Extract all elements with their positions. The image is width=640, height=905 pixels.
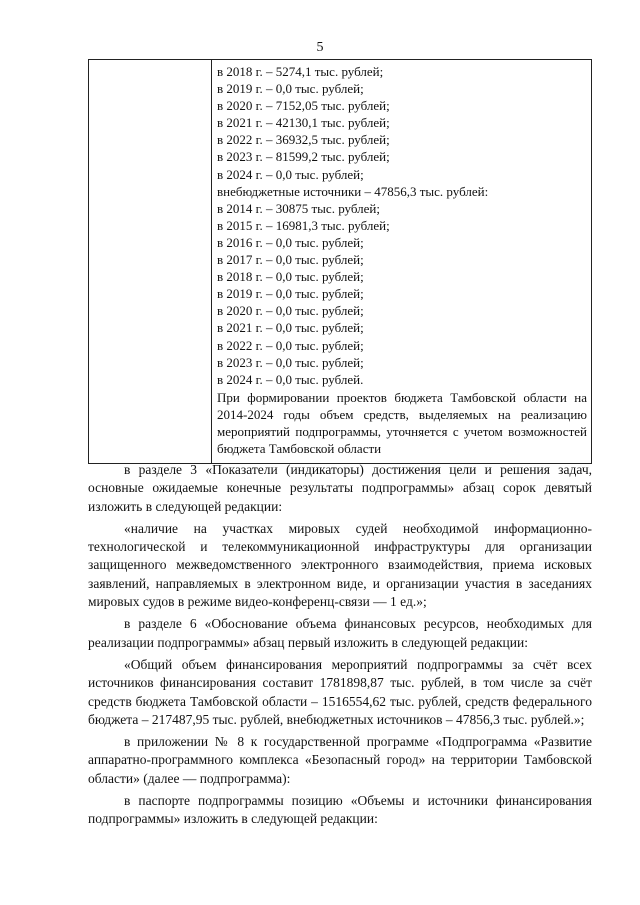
funding-line: в 2018 г. – 5274,1 тыс. рублей; [217,64,384,79]
funding-line: в 2015 г. – 16981,3 тыс. рублей; [217,217,390,233]
table-column-divider [211,60,212,463]
funding-line: в 2022 г. – 0,0 тыс. рублей; [217,337,364,353]
paragraph: в разделе 3 «Показатели (индикаторы) достижения цели и решения задач, основные ожидаемые конечные результаты подпрограммы» абзац сорок девятый изложить в следующей редакции: [88,462,592,514]
paragraph: в разделе 6 «Обоснование объема финансовых ресурсов, необходимых для реализации подпрограммы» абзац первый изложить в следующей редакции: [88,616,592,650]
document-body [88,461,592,829]
funding-line: в 2019 г. – 0,0 тыс. рублей; [217,81,364,97]
funding-line: в 2021 г. – 0,0 тыс. рублей; [217,320,364,336]
table-right-cell [217,63,587,457]
funding-line: внебюджетные источники – 47856,3 тыс. рублей: [217,183,489,199]
funding-line: в 2019 г. – 0,0 тыс. рублей; [217,286,364,302]
paragraph: в приложении № 8 к государственной программе «Подпрограмма «Развитие аппаратно-программного комплекса «Безопасный город» на территории Тамбовской области» (далее — подпрограмма): [88,734,592,786]
passport-table [88,59,592,464]
funding-note: При формировании проектов бюджета Тамбовской области на 2014-2024 годы объем средств, выделяемых на реализацию мероприятий подпрограммы, уточняется с учетом возможностей бюджета Тамбовской области [217,389,587,457]
funding-line: в 2017 г. – 0,0 тыс. рублей; [217,252,364,268]
funding-line: в 2020 г. – 0,0 тыс. рублей; [217,303,364,319]
funding-line: в 2014 г. – 30875 тыс. рублей; [217,200,380,216]
page-number: 5 [316,40,324,55]
funding-line: в 2023 г. – 0,0 тыс. рублей; [217,354,364,370]
funding-line: в 2024 г. – 0,0 тыс. рублей. [217,371,364,387]
funding-line: в 2023 г. – 81599,2 тыс. рублей; [217,149,390,165]
funding-line: в 2018 г. – 0,0 тыс. рублей; [217,269,364,285]
paragraph: в паспорте подпрограммы позицию «Объемы и источники финансирования подпрограммы» изложить в следующей редакции: [88,793,592,827]
paragraph: «наличие на участках мировых судей необходимой информационно-технологической и телекоммуникационной инфраструктуры для организации защищенного межведомственного электронного взаимодействия, приема исковых заявлений, направляемых в электронном виде, и организации участия в заседаниях мировых судов в режиме видео-конференц-связи — 1 ед.»; [88,520,592,610]
paragraph: «Общий объем финансирования мероприятий подпрограммы за счёт всех источников финансирования составит 1781898,87 тыс. рублей, в том числе за счёт средств бюджета Тамбовской области – 1516554,62 тыс. рублей, средств федерального бюджета – 217487,95 тыс. рублей, внебюджетных источников – 47856,3 тыс. рублей.»; [88,656,592,727]
funding-line: в 2022 г. – 36932,5 тыс. рублей; [217,132,390,148]
funding-line: в 2021 г. – 42130,1 тыс. рублей; [217,115,390,131]
funding-line: в 2024 г. – 0,0 тыс. рублей; [217,166,364,182]
funding-line: в 2020 г. – 7152,05 тыс. рублей; [217,98,390,114]
funding-line: в 2016 г. – 0,0 тыс. рублей; [217,234,364,250]
